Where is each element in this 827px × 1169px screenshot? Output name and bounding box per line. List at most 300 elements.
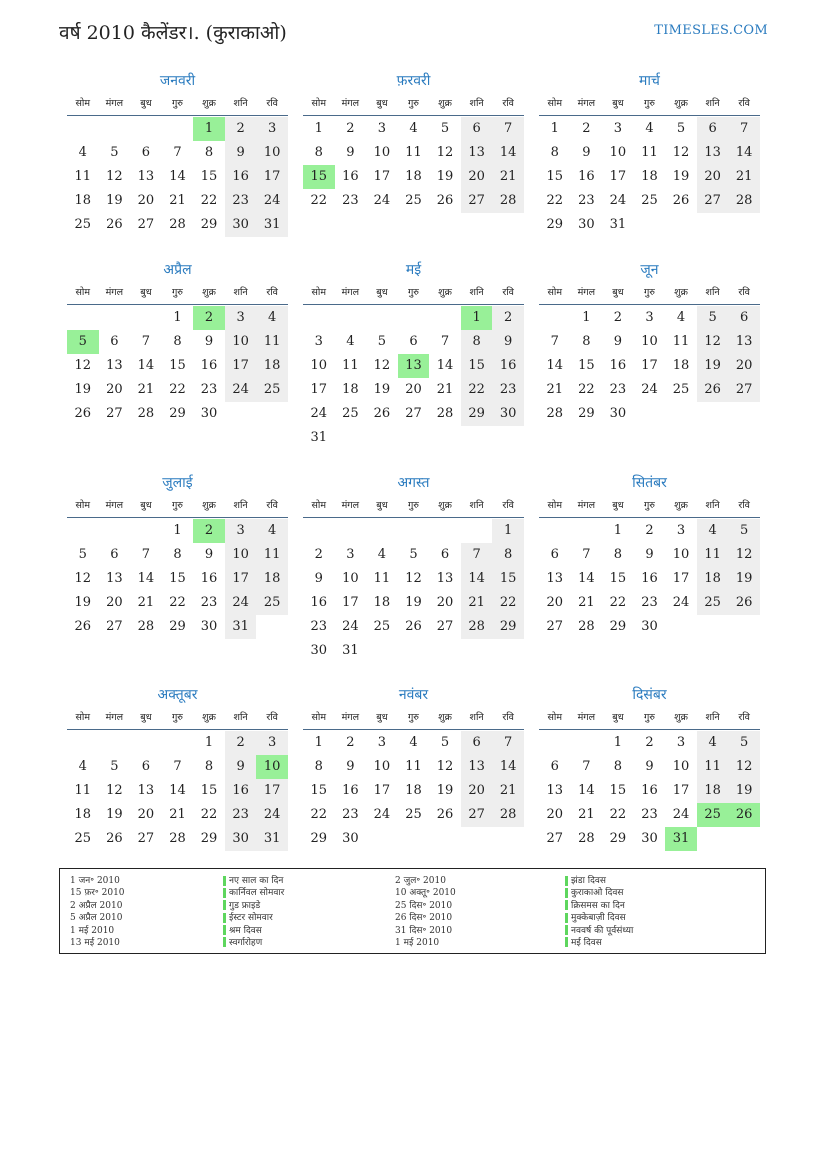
- day-cell: 22: [492, 591, 524, 615]
- day-cell: 25: [74, 831, 92, 846]
- weekday-label: रवि: [502, 98, 514, 109]
- day-cell: 28: [492, 803, 524, 827]
- day-cell: 30: [310, 643, 328, 658]
- day-cell: 24: [609, 193, 627, 208]
- day-cell: 17: [373, 783, 391, 798]
- day-cell: 2: [492, 306, 524, 330]
- weekday-label: सोम: [547, 98, 563, 109]
- day-cell: 18: [405, 169, 422, 184]
- day-cell: 3: [377, 735, 387, 750]
- day-cell: 20: [546, 595, 564, 610]
- day-cell: 14: [492, 755, 524, 779]
- empty-cell: [366, 827, 398, 851]
- legend-holiday: झंडा दिवस: [565, 875, 633, 887]
- day-cell: 26: [106, 831, 123, 846]
- empty-cell: [461, 639, 493, 663]
- day-cell: 10: [373, 759, 391, 774]
- day-cell: 24: [672, 807, 690, 822]
- day-cell: 16: [492, 354, 524, 378]
- day-cell: 30: [200, 619, 218, 634]
- brand-link[interactable]: TIMESLES.COM: [654, 23, 768, 38]
- holiday-marker: [223, 913, 226, 923]
- day-cell: 19: [106, 193, 123, 208]
- day-cell: 11: [373, 571, 391, 586]
- weekday-label: शनि: [233, 712, 248, 723]
- day-cell: 27: [546, 619, 564, 634]
- weekday-label: मंगल: [577, 98, 596, 109]
- weekday-label: शुक्र: [202, 500, 216, 511]
- day-cell: 8: [314, 145, 323, 160]
- weekday-label: बुध: [140, 98, 152, 109]
- legend-holiday: क्रिसमस का दिन: [565, 900, 633, 912]
- day-cell: 15: [200, 169, 218, 184]
- day-cell: 17: [342, 595, 359, 610]
- day-cell: 3: [314, 334, 323, 349]
- day-cell: 27: [697, 189, 729, 213]
- day-cell: 7: [492, 731, 524, 755]
- day-cell: 10: [225, 543, 257, 567]
- weekday-label: मंगल: [341, 500, 360, 511]
- day-cell: 30: [342, 831, 359, 846]
- day-cell: 26: [373, 406, 391, 421]
- legend-date: 31 दिस॰ 2010: [395, 925, 453, 936]
- month-block: [303, 472, 524, 663]
- day-cell: 24: [672, 595, 690, 610]
- day-cell: 9: [582, 145, 591, 160]
- day-cell: 8: [582, 334, 591, 349]
- day-cell: 30: [492, 402, 524, 426]
- day-cell: 22: [609, 595, 627, 610]
- weekday-header: [67, 284, 288, 305]
- day-cell: 20: [461, 165, 493, 189]
- day-cell: 12: [106, 783, 123, 798]
- holiday-legend: [59, 868, 766, 954]
- day-cell: 28: [578, 831, 595, 846]
- day-cell: 5: [377, 334, 387, 349]
- holiday-marker: [223, 937, 226, 947]
- day-cell: 29: [169, 619, 186, 634]
- day-cell: 27: [461, 189, 493, 213]
- empty-cell: [335, 306, 367, 330]
- day-cell: 17: [672, 783, 690, 798]
- weekday-label: मंगल: [105, 287, 124, 298]
- weekday-label: शनि: [233, 500, 248, 511]
- empty-cell: [429, 827, 461, 851]
- empty-cell: [665, 402, 697, 426]
- day-cell: 26: [436, 807, 454, 822]
- month-name: दिसंबर: [632, 687, 667, 703]
- day-cell: 14: [436, 358, 454, 373]
- day-cell: 17: [672, 571, 690, 586]
- day-cell: 13: [436, 571, 454, 586]
- weekday-label: गुरु: [643, 287, 655, 298]
- weekday-header: [539, 284, 760, 305]
- day-cell: 29: [609, 619, 627, 634]
- weekday-label: मंगल: [105, 500, 124, 511]
- legend-date: 2 अप्रैल 2010: [70, 900, 123, 911]
- day-grid: [539, 519, 760, 639]
- day-cell: 25: [641, 193, 658, 208]
- weekday-label: शुक्र: [438, 712, 452, 723]
- day-cell: 19: [672, 169, 690, 184]
- day-cell: 12: [697, 330, 729, 354]
- day-cell: 27: [137, 217, 155, 232]
- weekday-label: रवि: [502, 287, 514, 298]
- day-cell: 26: [697, 378, 729, 402]
- month-block: [539, 70, 760, 237]
- day-cell: 12: [728, 755, 760, 779]
- day-cell: 3: [256, 117, 288, 141]
- day-cell: 24: [256, 189, 288, 213]
- day-cell: 4: [256, 519, 288, 543]
- day-cell: 5: [440, 735, 450, 750]
- day-cell: 27: [405, 406, 422, 421]
- day-cell: 18: [405, 783, 422, 798]
- day-cell: 16: [609, 358, 627, 373]
- day-cell: 18: [74, 807, 92, 822]
- day-cell: 28: [546, 406, 564, 421]
- day-cell: 6: [141, 759, 151, 774]
- weekday-label: सोम: [547, 500, 563, 511]
- legend-names-1: [223, 875, 284, 949]
- day-cell: 11: [405, 145, 422, 160]
- holiday-marker: [223, 888, 226, 898]
- empty-cell: [99, 306, 131, 330]
- month-name: अगस्त: [397, 475, 430, 491]
- day-cell: 23: [310, 619, 328, 634]
- day-cell: 8: [204, 759, 214, 774]
- day-cell: 1: [550, 121, 559, 136]
- day-grid: [67, 731, 288, 851]
- weekday-label: शनि: [705, 98, 720, 109]
- day-cell: 12: [405, 571, 422, 586]
- day-cell: 16: [200, 358, 218, 373]
- day-cell: 21: [578, 807, 595, 822]
- empty-cell: [130, 731, 162, 755]
- day-cell: 29: [492, 615, 524, 639]
- weekday-label: गुरु: [407, 287, 419, 298]
- day-cell: 4: [256, 306, 288, 330]
- day-cell: 12: [436, 759, 454, 774]
- weekday-label: शनि: [469, 287, 484, 298]
- day-cell: 10: [609, 145, 627, 160]
- day-cell: 9: [204, 547, 214, 562]
- empty-cell: [697, 827, 729, 851]
- day-cell: 11: [697, 543, 729, 567]
- day-cell: 18: [256, 354, 288, 378]
- day-cell: 10: [641, 334, 658, 349]
- day-cell: 4: [78, 145, 87, 160]
- legend-date: 1 जन॰ 2010: [70, 876, 120, 886]
- day-cell: 12: [106, 169, 123, 184]
- day-cell: 7: [141, 334, 151, 349]
- day-cell: 14: [578, 571, 595, 586]
- day-cell: 16: [342, 783, 359, 798]
- weekday-label: मंगल: [341, 287, 360, 298]
- weekday-label: शुक्र: [674, 500, 688, 511]
- weekday-label: शुक्र: [674, 712, 688, 723]
- holiday-marker: [565, 876, 568, 886]
- holiday-marker: [223, 876, 226, 886]
- weekday-label: बुध: [376, 98, 388, 109]
- empty-cell: [728, 615, 760, 639]
- day-cell: 23: [200, 382, 218, 397]
- legend-date: 13 मई 2010: [70, 937, 120, 948]
- day-cell: 22: [310, 193, 328, 208]
- day-cell: 30: [609, 406, 627, 421]
- day-cell: 15: [461, 354, 493, 378]
- empty-cell: [429, 426, 461, 450]
- day-cell: 28: [578, 619, 595, 634]
- weekday-label: रवि: [738, 500, 750, 511]
- day-cell: 25: [697, 803, 729, 827]
- weekday-label: रवि: [738, 712, 750, 723]
- day-cell: 8: [461, 330, 493, 354]
- weekday-label: रवि: [266, 712, 278, 723]
- weekday-label: सोम: [75, 98, 91, 109]
- holiday-marker: [565, 900, 568, 910]
- day-cell: 18: [256, 567, 288, 591]
- weekday-header: [303, 95, 524, 116]
- day-cell: 7: [141, 547, 151, 562]
- empty-cell: [366, 306, 398, 330]
- legend-holiday: मुक्केबाज़ी दिवस: [565, 912, 633, 924]
- day-cell: 20: [137, 193, 155, 208]
- day-cell: 27: [137, 831, 155, 846]
- day-cell: 23: [342, 193, 359, 208]
- day-cell: 29: [200, 217, 218, 232]
- day-cell: 13: [137, 783, 155, 798]
- weekday-label: गुरु: [643, 500, 655, 511]
- day-cell: 5: [440, 121, 450, 136]
- day-cell: 14: [461, 567, 493, 591]
- day-cell: 25: [373, 619, 391, 634]
- day-cell: 1: [613, 735, 623, 750]
- day-cell: 31: [256, 827, 288, 851]
- empty-cell: [130, 117, 162, 141]
- weekday-header: [539, 709, 760, 730]
- empty-cell: [366, 519, 398, 543]
- day-cell: 18: [697, 779, 729, 803]
- month-name: फ़रवरी: [396, 73, 431, 89]
- day-cell: 8: [204, 145, 214, 160]
- empty-cell: [728, 827, 760, 851]
- holiday-marker: [223, 900, 226, 910]
- empty-cell: [130, 306, 162, 330]
- day-cell: 8: [613, 759, 623, 774]
- weekday-label: शनि: [705, 712, 720, 723]
- day-cell: 14: [578, 783, 595, 798]
- day-cell: 9: [204, 334, 214, 349]
- weekday-label: रवि: [738, 98, 750, 109]
- day-cell: 26: [728, 591, 760, 615]
- empty-cell: [335, 426, 367, 450]
- day-cell: 29: [310, 831, 328, 846]
- day-cell: 15: [609, 783, 627, 798]
- day-cell: 15: [200, 783, 218, 798]
- weekday-header: [303, 497, 524, 518]
- day-cell: 26: [74, 406, 92, 421]
- weekday-label: बुध: [612, 98, 624, 109]
- weekday-label: गुरु: [407, 712, 419, 723]
- day-grid: [303, 117, 524, 213]
- day-cell: 16: [225, 779, 257, 803]
- weekday-label: शनि: [469, 500, 484, 511]
- day-cell: 24: [373, 193, 391, 208]
- day-cell: 16: [578, 169, 595, 184]
- day-cell: 30: [578, 217, 595, 232]
- day-grid: [67, 117, 288, 237]
- day-cell: 31: [225, 615, 257, 639]
- day-cell: 30: [225, 827, 257, 851]
- day-cell: 25: [74, 217, 92, 232]
- holiday-marker: [565, 937, 568, 947]
- holiday-marker: [223, 925, 226, 935]
- day-cell: 22: [310, 807, 328, 822]
- day-cell: 11: [342, 358, 359, 373]
- weekday-label: मंगल: [577, 500, 596, 511]
- day-cell: 19: [436, 783, 454, 798]
- weekday-label: बुध: [376, 287, 388, 298]
- day-cell: 31: [609, 217, 627, 232]
- day-cell: 17: [256, 165, 288, 189]
- empty-cell: [256, 615, 288, 639]
- day-cell: 13: [106, 571, 123, 586]
- day-cell: 30: [200, 406, 218, 421]
- day-cell: 27: [106, 619, 123, 634]
- day-cell: 15: [578, 358, 595, 373]
- holiday-marker: [565, 925, 568, 935]
- empty-cell: [398, 306, 430, 330]
- weekday-header: [67, 95, 288, 116]
- day-cell: 3: [645, 310, 654, 325]
- day-cell: 22: [578, 382, 595, 397]
- day-cell: 5: [110, 145, 119, 160]
- weekday-label: शनि: [705, 287, 720, 298]
- day-cell: 5: [110, 759, 119, 774]
- day-grid: [67, 519, 288, 639]
- empty-cell: [303, 519, 335, 543]
- weekday-label: सोम: [311, 712, 327, 723]
- weekday-label: शुक्र: [202, 712, 216, 723]
- day-cell: 8: [613, 547, 623, 562]
- day-cell: 2: [225, 117, 257, 141]
- day-cell: 7: [173, 145, 182, 160]
- weekday-label: मंगल: [105, 98, 124, 109]
- day-cell: 5: [78, 547, 87, 562]
- weekday-label: गुरु: [171, 500, 183, 511]
- day-cell: 25: [405, 193, 422, 208]
- legend-date: 1 मई 2010: [70, 925, 115, 936]
- day-cell: 8: [173, 334, 182, 349]
- day-cell: 27: [436, 619, 454, 634]
- empty-cell: [461, 827, 493, 851]
- empty-cell: [67, 731, 99, 755]
- weekday-label: गुरु: [407, 500, 419, 511]
- empty-cell: [256, 402, 288, 426]
- weekday-label: शुक्र: [438, 500, 452, 511]
- day-cell: 29: [578, 406, 595, 421]
- weekday-label: सोम: [75, 500, 91, 511]
- day-cell: 9: [613, 334, 623, 349]
- empty-cell: [697, 213, 729, 237]
- day-cell: 10: [373, 145, 391, 160]
- month-name: अप्रैल: [163, 262, 192, 278]
- day-cell: 24: [310, 406, 328, 421]
- weekday-label: गुरु: [171, 98, 183, 109]
- day-cell: 15: [492, 567, 524, 591]
- weekday-header: [67, 709, 288, 730]
- weekday-label: शुक्र: [674, 98, 688, 109]
- day-cell: 23: [225, 189, 257, 213]
- day-cell: 14: [137, 571, 155, 586]
- day-cell: 21: [137, 382, 155, 397]
- day-cell: 22: [546, 193, 564, 208]
- day-cell: 2: [193, 306, 225, 330]
- day-grid: [67, 306, 288, 426]
- day-cell: 20: [137, 807, 155, 822]
- day-cell: 9: [225, 755, 257, 779]
- day-cell: 17: [310, 382, 328, 397]
- day-cell: 14: [169, 169, 186, 184]
- day-cell: 23: [492, 378, 524, 402]
- day-cell: 15: [169, 358, 186, 373]
- empty-cell: [539, 731, 571, 755]
- day-cell: 11: [256, 543, 288, 567]
- day-cell: 18: [641, 169, 658, 184]
- empty-cell: [492, 827, 524, 851]
- month-name: जनवरी: [159, 73, 196, 89]
- day-cell: 18: [373, 595, 391, 610]
- empty-cell: [492, 639, 524, 663]
- empty-cell: [697, 402, 729, 426]
- day-cell: 29: [461, 402, 493, 426]
- day-cell: 23: [641, 595, 658, 610]
- day-cell: 14: [728, 141, 760, 165]
- legend-holiday: नववर्ष की पूर्वसंध्या: [565, 925, 633, 937]
- day-cell: 1: [173, 523, 182, 538]
- day-cell: 21: [436, 382, 454, 397]
- day-cell: 21: [169, 193, 186, 208]
- day-cell: 1: [193, 117, 225, 141]
- day-cell: 3: [676, 735, 686, 750]
- day-cell: 28: [728, 189, 760, 213]
- day-cell: 12: [74, 358, 92, 373]
- day-cell: 11: [641, 145, 658, 160]
- empty-cell: [67, 117, 99, 141]
- day-cell: 20: [697, 165, 729, 189]
- month-block: [67, 70, 288, 237]
- day-cell: 19: [728, 567, 760, 591]
- day-cell: 15: [310, 783, 328, 798]
- month-block: [303, 259, 524, 450]
- day-cell: 22: [200, 193, 218, 208]
- day-cell: 19: [373, 382, 391, 397]
- day-cell: 17: [609, 169, 627, 184]
- day-cell: 19: [106, 807, 123, 822]
- day-cell: 13: [398, 354, 430, 378]
- day-cell: 1: [204, 735, 214, 750]
- day-cell: 20: [106, 382, 123, 397]
- day-cell: 10: [225, 330, 257, 354]
- day-cell: 5: [67, 330, 99, 354]
- day-grid: [303, 519, 524, 663]
- legend-holiday: गुड फ्राइडे: [223, 900, 284, 912]
- legend-date: 2 जुल॰ 2010: [395, 876, 446, 886]
- month-name: मई: [405, 262, 422, 278]
- day-cell: 6: [461, 117, 493, 141]
- legend-date: 25 दिस॰ 2010: [395, 900, 453, 911]
